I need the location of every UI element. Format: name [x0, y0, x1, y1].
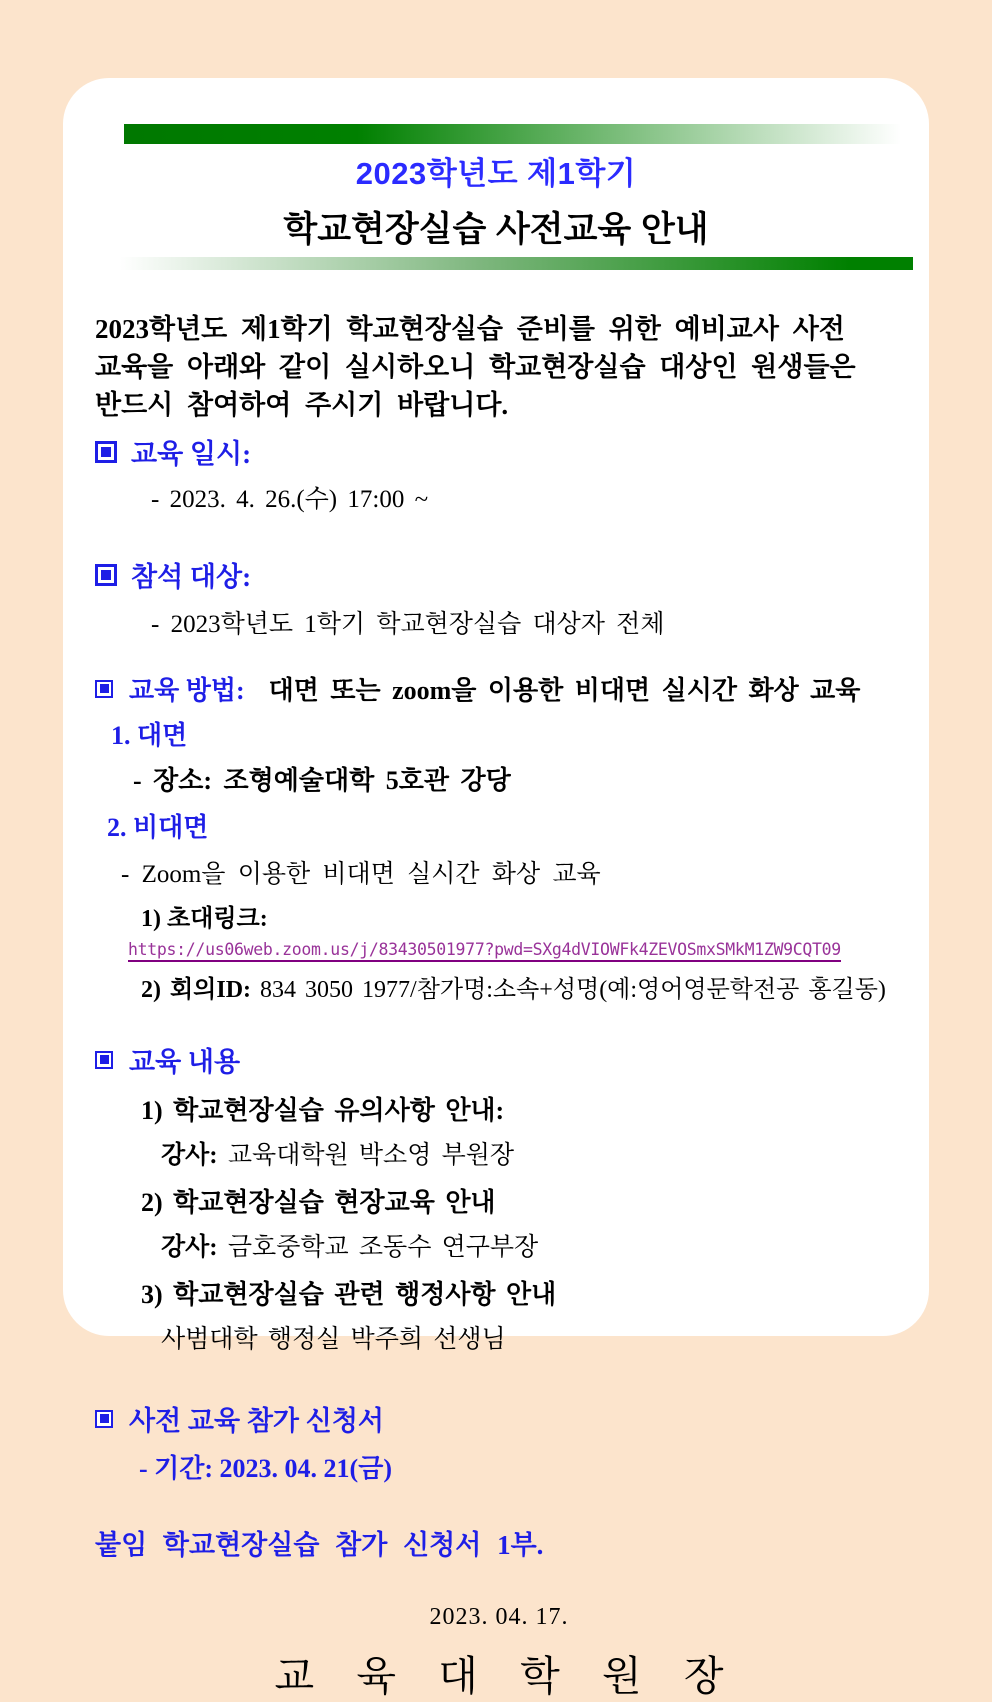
attendees-label: 참석 대상: [131, 562, 252, 592]
content-item2-lecturer [161, 1227, 903, 1263]
section-heading-content [95, 1040, 903, 1079]
square-bullet-icon [95, 1051, 113, 1069]
method-face-title: 1. 대면 [111, 721, 188, 750]
document-body [63, 270, 929, 1702]
meeting-id-label: 2) 회의ID: [141, 977, 252, 1003]
signature-title: 교 육 대 학 원 장 [274, 1653, 724, 1699]
section-heading-method [95, 670, 903, 707]
square-bullet-icon [95, 680, 113, 698]
section-heading-attendees [95, 555, 903, 594]
top-gradient-bar [124, 124, 901, 144]
method-suffix: 대면 또는 zoom을 이용한 비대면 실시간 화상 교육 [268, 676, 861, 705]
zoom-invite-link[interactable]: https://us06web.zoom.us/j/83430501977?pwd=SXg4dVIOWFk4ZEVOSmxSMkM1ZW9CQT09 [128, 940, 841, 962]
attachment-note: 붙임 학교현장실습 참가 신청서 1부. [95, 1530, 544, 1560]
document-subtitle: 2023학년도 제1학기 [355, 156, 637, 191]
application-label: 사전 교육 참가 신청서 [129, 1406, 384, 1436]
invite-link-label: 1) 초대링크: [141, 906, 268, 932]
lecturer-label: 강사: [161, 1142, 218, 1169]
lecturer-name: 금호중학교 조동수 연구부장 [227, 1234, 539, 1261]
method-remote-desc: - Zoom을 이용한 비대면 실시간 화상 교육 [121, 861, 601, 888]
schedule-label: 교육 일시: [131, 439, 252, 469]
intro-line-3: 반드시 참여하여 주시기 바랍니다. [95, 390, 509, 420]
content-item1-title: 1) 학교현장실습 유의사항 안내: [141, 1096, 505, 1125]
section-heading-schedule [95, 432, 903, 471]
meeting-id-value: 834 3050 1977/참가명:소속+성명(예:영어영문학전공 홍길동) [260, 977, 886, 1003]
square-bullet-icon [95, 441, 117, 463]
content-item1-lecturer [161, 1135, 903, 1171]
lecturer-label: 강사: [161, 1234, 218, 1261]
issue-date: 2023. 04. 17. [429, 1604, 569, 1630]
intro-paragraph [95, 310, 903, 424]
intro-line-2: 교육을 아래와 같이 실시하오니 학교현장실습 대상인 원생들은 [95, 352, 856, 382]
application-period: - 기간: 2023. 04. 21(금) [139, 1454, 392, 1483]
meeting-id-row [141, 969, 903, 1004]
schedule-item: - 2023. 4. 26.(수) 17:00 ~ [151, 486, 429, 513]
section-heading-application [95, 1399, 903, 1438]
content-label: 교육 내용 [129, 1047, 241, 1077]
bottom-gradient-bar [120, 257, 913, 270]
document-panel [63, 78, 929, 1699]
document-title: 학교현장실습 사전교육 안내 [283, 210, 709, 249]
lecturer-name: 교육대학원 박소영 부원장 [227, 1142, 515, 1169]
content-item2-title: 2) 학교현장실습 현장교육 안내 [141, 1188, 496, 1217]
content-item3-staff: 사범대학 행정실 박주희 선생님 [161, 1326, 506, 1353]
method-remote-title: 2. 비대면 [107, 813, 209, 842]
content-item3-title: 3) 학교현장실습 관련 행정사항 안내 [141, 1280, 557, 1309]
square-bullet-icon [95, 1410, 113, 1428]
invite-link-row [128, 940, 903, 960]
method-label: 교육 방법: [129, 676, 245, 705]
intro-line-1: 2023학년도 제1학기 학교현장실습 준비를 위한 예비교사 사전 [95, 314, 845, 344]
method-face-place: - 장소: 조형예술대학 5호관 강당 [133, 766, 511, 795]
square-bullet-icon [95, 564, 117, 586]
attendees-item: - 2023학년도 1학기 학교현장실습 대상자 전체 [151, 611, 665, 638]
